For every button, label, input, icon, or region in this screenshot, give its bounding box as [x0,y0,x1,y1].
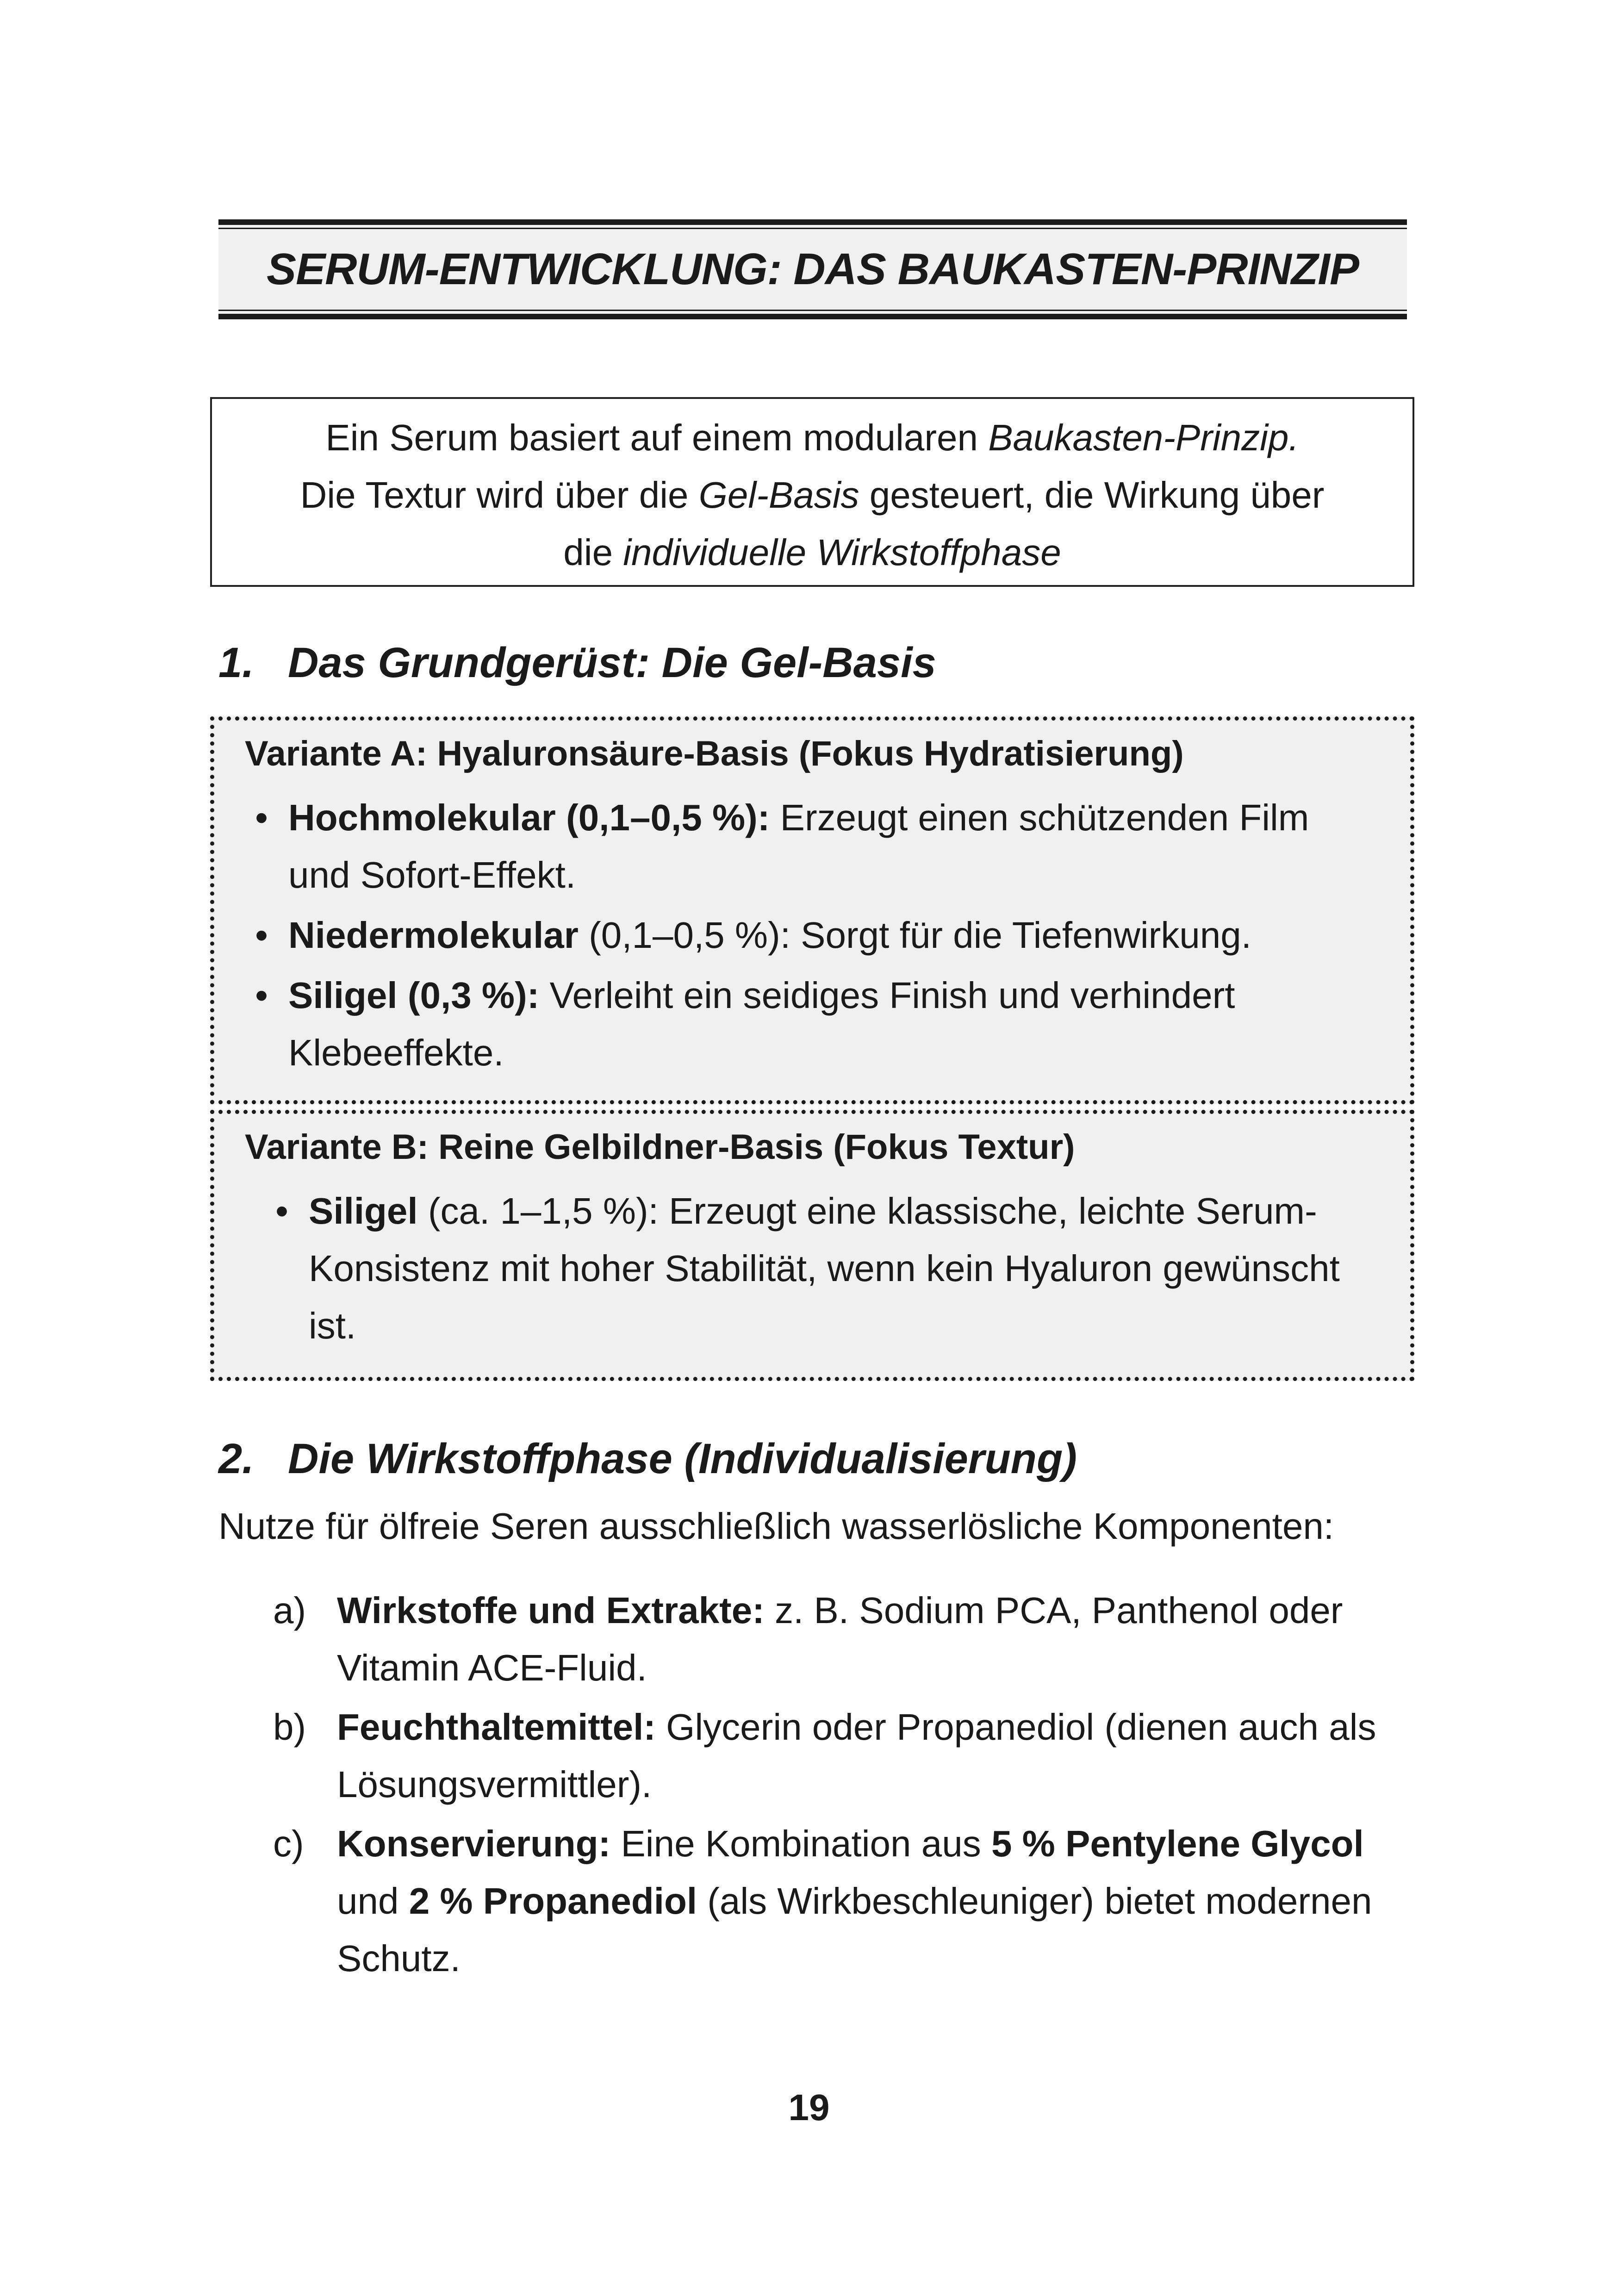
item-text: (ca. 1–1,5 %): Erzeugt eine klassische, leichte Serum-Konsistenz mit hoher Stabilität, wenn kein Hyaluron gewünscht ist. [309,1190,1340,1346]
intro-line-2 [212,467,1413,524]
variant-b-list [275,1182,1396,1357]
intro-line-1 [212,409,1413,467]
section-2-list [273,1582,1425,1989]
section-number: 2. [218,1435,254,1482]
item-bold: Feuchthaltemittel: [337,1706,656,1748]
section-2-intro: Nutze für ölfreie Seren ausschließlich wasserlösliche Komponenten: [218,1506,1334,1547]
list-item [255,789,1381,904]
variant-a-list [255,789,1381,1084]
page-title: SERUM-ENTWICKLUNG: DAS BAUKASTEN-PRINZIP [267,244,1359,294]
section-title: Die Wirkstoffphase (Individualisierung) [288,1435,1077,1482]
item-text: Glycerin oder Propanediol (dienen auch als Lösungsvermittler). [337,1706,1376,1805]
intro-box [210,397,1414,587]
item-bold: Konservierung: [337,1823,611,1864]
bullet-icon: • [255,975,268,1016]
item-text: Erzeugt einen schützenden Film und Sofort-Effekt. [288,797,1309,896]
list-marker: b) [273,1706,306,1748]
intro-text: gesteuert, die Wirkung über [859,474,1325,516]
section-number: 1. [218,639,254,686]
list-item [255,967,1381,1082]
intro-line-3 [212,524,1413,581]
item-text: und [337,1880,409,1922]
bullet-icon: • [275,1190,289,1232]
section-2-heading [218,1435,1077,1483]
intro-text: die [563,532,623,573]
intro-emphasis: individuelle Wirkstoffphase [623,532,1061,573]
item-bold: Siligel (0,3 %): [288,975,540,1016]
item-bold: 2 % Propanediol [409,1880,697,1922]
list-marker: a) [273,1590,306,1631]
item-text: (0,1–0,5 %): Sorgt für die Tiefenwirkung. [578,915,1251,956]
item-bold: Wirkstoffe und Extrakte: [337,1590,765,1631]
list-marker: c) [273,1823,304,1864]
intro-emphasis: Gel-Basis [698,474,859,516]
page-number: 19 [788,2087,830,2128]
variant-b-box [210,1110,1414,1381]
title-band [218,219,1407,319]
bullet-icon: • [255,915,268,956]
item-text: Eine Kombination aus [610,1823,991,1864]
item-text: Verleiht ein seidiges Finish und verhindert Klebeeffekte. [288,975,1235,1073]
intro-text: Ein Serum basiert auf einem modularen [325,417,989,458]
section-1-heading [218,639,936,687]
variant-a-title: Variante A: Hyaluronsäure-Basis (Fokus Hydratisierung) [245,734,1184,773]
list-item [275,1182,1396,1355]
variant-b-title: Variante B: Reine Gelbildner-Basis (Fokus Textur) [245,1127,1075,1167]
item-bold: 5 % Pentylene Glycol [991,1823,1364,1864]
list-item [255,907,1381,964]
list-item [273,1815,1425,1987]
item-bold: Siligel [309,1190,418,1232]
list-item [273,1699,1425,1813]
section-title: Das Grundgerüst: Die Gel-Basis [288,639,936,686]
intro-emphasis: Baukasten-Prinzip. [988,417,1299,458]
item-bold: Niedermolekular [288,915,579,956]
bullet-icon: • [255,797,268,838]
item-text: z. B. Sodium PCA, Panthenol oder Vitamin ACE-Fluid. [337,1590,1343,1688]
variant-a-box [210,716,1414,1104]
list-item [273,1582,1425,1697]
intro-text: Die Textur wird über die [300,474,699,516]
item-bold: Hochmolekular (0,1–0,5 %): [288,797,770,838]
item-text: (als Wirkbeschleuniger) bietet modernen Schutz. [337,1880,1372,1979]
